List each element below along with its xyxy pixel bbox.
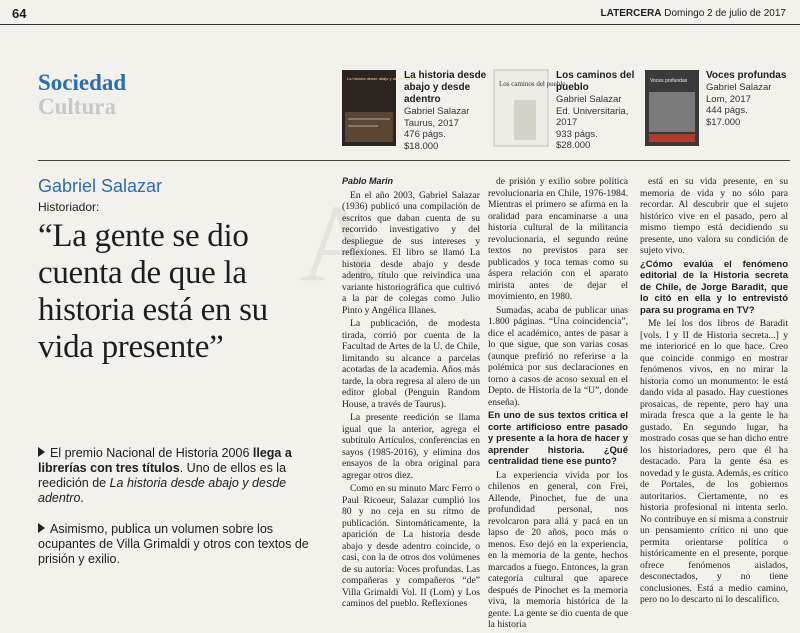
- column-2-paragraph: La experiencia vivida por los chilenos en general, con Frei, Allende, Pinochet, fue de una profundidad personal, nos revolcaron para allá y pacá en un lapso de 20 años, poco más o menos. Eso dejó en la experiencia, en la memoria de la gente, hechos marcados a fuego. Entonces, la gran categoría cultural que aparece después de Pinochet es la memoria viva, la memoria histórica de la gente. La gente se dio cuenta de que la historia: [488, 469, 628, 630]
- section-primary: Sociedad: [38, 70, 127, 95]
- book-1-info: [404, 70, 494, 152]
- book-1-publisher: Taurus, 2017: [404, 117, 459, 129]
- byline: Pablo Marín: [342, 176, 394, 186]
- column-1-paragraph: Como en su minuto Marc Ferro o Paul Ricoeur, Salazar cumplió los 80 y no ceja en su ritmo de publicación. Sintomáticamente, la aparición de La historia desde abajo y desde adentro coincide, o casi, con la de otros dos volúmenes de su autoría: Voces profundas. Las compañeras y compañeros “de” Villa Grimaldi Vol. II (Lom) y Los caminos del pueblo. Reflexiones: [342, 483, 480, 609]
- page-number: 64: [12, 6, 27, 21]
- publication-dateline: [601, 8, 786, 19]
- book-3-price: $17.000: [706, 116, 741, 128]
- column-2-paragraph: Sumadas, acaba de publicar unas 1.800 páginas. “Una coincidencia”, dice el académico, antes de pasar a lo que sigue, que son varias cosas (aunque prefirió no referirse a la polémica por sus declaraciones en torno a casos de acoso sexual en el Depto. de Historia de la “U”, donde enseña).: [488, 304, 628, 408]
- book-2-publisher: Ed. Universitaria, 2017: [556, 105, 629, 128]
- bullet-1-text-d: La historia desde abajo y desde adentro: [38, 476, 287, 505]
- book-3-author: Gabriel Salazar: [706, 82, 772, 93]
- book-cover-1: [342, 70, 419, 146]
- column-1-paragraph: La presente reedición se llama igual que la anterior, agrega el subtítulo Artículos, conferencias en sayos (1985-2016), y elimina dos ensayos de la obra original para agregar otros diez.: [342, 412, 480, 481]
- summary-bullet-1: [38, 446, 323, 506]
- bullet-1-text-a: El premio Nacional de Historia 2006: [50, 446, 253, 460]
- watermark-letter: A: [300, 182, 380, 304]
- publication-name: LATERCERA: [600, 8, 662, 19]
- book-1: [342, 70, 419, 151]
- book-3-pages: 444 págs.: [706, 105, 748, 116]
- book-3-publisher: Lom, 2017: [706, 93, 751, 105]
- book-2: [494, 70, 566, 151]
- article-column-1: [342, 176, 480, 612]
- interview-question-2: ¿Cómo evalúa el fenómeno editorial de la Historia secreta de Chile, de Jorge Baradit, que lo citó en ella y lo entrevistó para su programa en TV?: [640, 258, 788, 316]
- book-1-price: $18.000: [404, 140, 439, 152]
- summary-bullet-2: [38, 522, 323, 567]
- book-1-author: Gabriel Salazar: [404, 106, 470, 117]
- book-2-author: Gabriel Salazar: [556, 94, 622, 105]
- book-2-info: [556, 70, 636, 152]
- header-rule: [0, 24, 800, 25]
- bullet-2-text: Asimismo, publica un volumen sobre los ocupantes de Villa Grimaldi y otros con textos de prisión y exilio.: [38, 522, 309, 566]
- book-2-pages: 933 págs.: [556, 128, 598, 140]
- section-rule: [38, 160, 790, 161]
- book-3-info: [706, 70, 792, 128]
- column-2-paragraph: de prisión y exilio sobre política revolucionaria en Chile, 1976-1984. Mientras el primero se afirma en la oralidad para encaminarse a una historia cultural de la militancia revolucionaria, el segundo reúne textos no previstos para ser publicados y toca temas como su áspera relación con el aparato mirista antes de dejar el movimiento, en 1980.: [488, 176, 628, 302]
- section-secondary: Cultura: [38, 94, 116, 119]
- interview-question-1: En uno de sus textos critica el corte artificioso entre pasado y presente a la hora de hacer y aprender historia. ¿Qué centralidad tiene ese punto?: [488, 410, 628, 467]
- article-column-3: [640, 176, 788, 608]
- article-column-2: [488, 176, 628, 633]
- bullet-1-text-c: . Uno de ellos es la reedición de: [38, 461, 287, 490]
- headline: “La gente se dio cuenta de que la historia está en su vida presente”: [38, 218, 268, 365]
- bullet-triangle-icon: [38, 523, 45, 533]
- book-3-title: Voces profundas: [706, 70, 787, 81]
- bullet-triangle-icon: [38, 447, 45, 457]
- book-3: [645, 70, 699, 151]
- interviewee-name: Gabriel Salazar: [38, 176, 163, 196]
- book-cover-2-text: Los caminos del pueblo: [499, 80, 566, 88]
- book-cover-1-text: La historia desde abajo y desde adentro: [347, 76, 419, 81]
- interviewee-role: Historiador:: [38, 200, 100, 214]
- column-1-paragraph: La publicación, de modesta tirada, corrió por cuenta de la Facultad de Artes de la U. de Chile, limitando su alcance a parcelas acotadas de la academia. Años más tarde, la obra regresa al alero de un editor global (Penguin Random House, a través de Taurus).: [342, 318, 480, 410]
- book-1-pages: 476 págs.: [404, 129, 446, 140]
- book-2-price: $28.000: [556, 140, 591, 151]
- publication-date: Domingo 2 de julio de 2017: [664, 8, 786, 19]
- book-cover-3-text: Voces profundas: [650, 78, 688, 84]
- column-3-paragraph: está en su vida presente, en su memoria de vida y no sólo para recordar. Al descubrir que el sujeto histórico vive en el pasado, pero al mismo tiempo está decidiendo su presente, uno valora su condición de sujeto vivo.: [640, 176, 788, 256]
- column-3-paragraph: Me leí los dos libros de Baradit [vols. I y II de Historia secreta...] y me interioricé en lo que hace. Creo que coincide conmigo en mostrar fenómenos vivos, en no mirar la historia como un monumento: le está dando vida al pasado. Hay cuestiones prosaicas, de repente, pero hay una mirada fresca que a la gente le ha gustado. En segundo lugar, ha mostrado cosas que se han dicho entre los historiadores, pero que él ha destacado. Para la gente ésa es novedad y le gusta. Además, es crítico de Portales, de los gobiernos autoritarios. Ciertamente, no es historia profesional ni intenta serlo. No contribuye en sí misma a construir un pensamiento crítico ni uno que permita orientarse política o históricamente en el presente, porque ofrece fenómenos aislados, desconectados, y no tiene conclusiones. Está a medio camino, pero no lo descarto ni lo descalifico.: [640, 318, 788, 605]
- bullet-1-text-e: .: [80, 491, 84, 505]
- book-2-title: Los caminos del pueblo: [556, 70, 635, 93]
- book-cover-3: [645, 70, 699, 146]
- book-cover-2: [494, 70, 566, 146]
- column-1-paragraph: En el año 2003, Gabriel Salazar (1936) publicó una compilación de escritos que daban cuenta de su recorrido investigativo y del despliegue de sus intereses y reflexiones. El libro se llamó La historia desde abajo y desde adentro, título que reivindica una variante historiográfica que cultivó a la par de colegas como Julio Pinto y Angélica Illanes.: [342, 189, 480, 316]
- bullet-1-text-b: llega a librerías con tres títulos: [38, 446, 292, 475]
- book-1-title: La historia desde abajo y desde adentro: [404, 70, 487, 105]
